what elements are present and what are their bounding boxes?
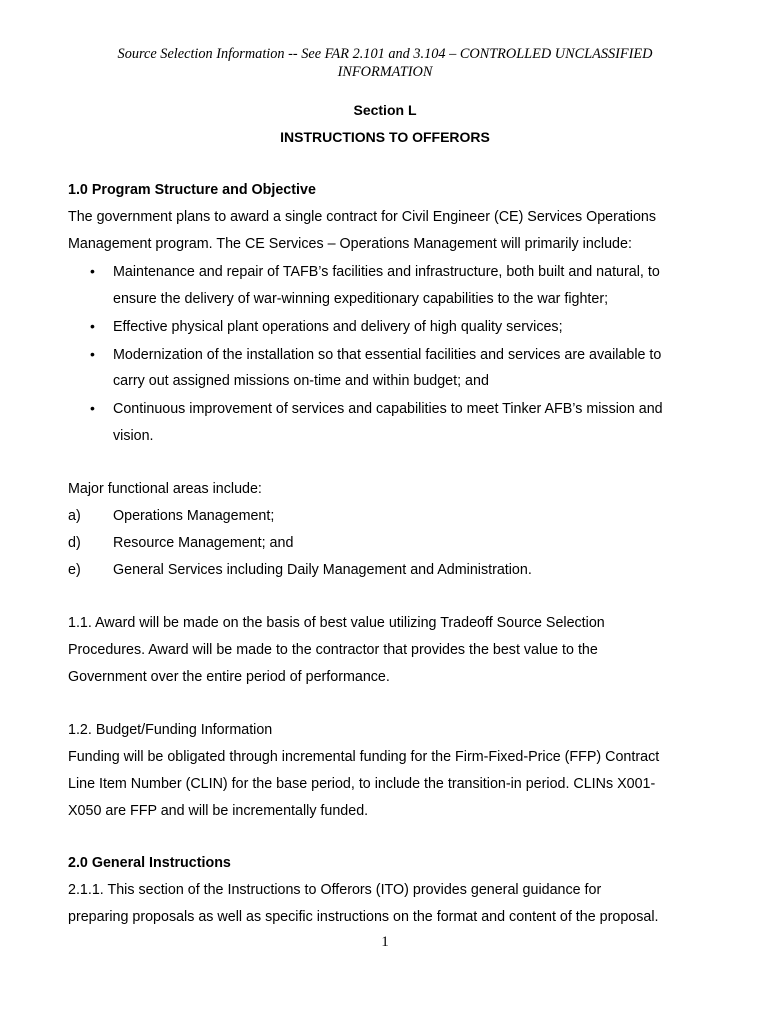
bullet-text: Effective physical plant operations and delivery of high quality services; — [113, 319, 563, 335]
paragraph-line: The government plans to award a single contract for Civil Engineer (CE) Services Operations — [68, 209, 657, 225]
bullet-text: ensure the delivery of war-winning expeditionary capabilities to the war fighter; — [113, 291, 609, 307]
list-item: General Services including Daily Management and Administration. — [113, 562, 532, 578]
paragraph-line: Procedures. Award will be made to the contractor that provides the best value to the — [68, 642, 598, 658]
header-line-2: INFORMATION — [337, 64, 433, 80]
bullet-icon: • — [90, 318, 95, 334]
bullet-icon: • — [90, 346, 95, 362]
heading-1-0: 1.0 Program Structure and Objective — [68, 182, 316, 198]
header-line-1: Source Selection Information -- See FAR 2.101 and 3.104 – CONTROLLED UNCLASSIFIED — [117, 46, 653, 62]
paragraph-line: Funding will be obligated through incremental funding for the Firm-Fixed-Price (FFP) Contract — [68, 749, 660, 765]
areas-intro: Major functional areas include: — [68, 481, 262, 497]
section-subtitle: INSTRUCTIONS TO OFFERORS — [280, 129, 490, 145]
paragraph-line: 2.1.1. This section of the Instructions to Offerors (ITO) provides general guidance for — [68, 882, 602, 898]
list-item: Operations Management; — [113, 508, 275, 524]
bullet-text: Modernization of the installation so that essential facilities and services are available to — [113, 347, 662, 363]
section-title: Section L — [353, 102, 417, 118]
bullet-text: Continuous improvement of services and capabilities to meet Tinker AFB’s mission and — [113, 401, 663, 417]
heading-2-0: 2.0 General Instructions — [68, 855, 231, 871]
bullet-text: carry out assigned missions on-time and within budget; and — [113, 373, 489, 389]
list-item: Resource Management; and — [113, 535, 294, 551]
paragraph-line: X050 are FFP and will be incrementally funded. — [68, 803, 369, 819]
page-number: 1 — [381, 934, 389, 950]
paragraph-line: Management program. The CE Services – Operations Management will primarily include: — [68, 236, 632, 252]
heading-1-2: 1.2. Budget/Funding Information — [68, 722, 273, 738]
list-marker: a) — [68, 508, 81, 524]
paragraph-line: Government over the entire period of performance. — [68, 669, 390, 685]
paragraph-line: 1.1. Award will be made on the basis of best value utilizing Tradeoff Source Selection — [68, 615, 605, 631]
list-marker: d) — [68, 535, 81, 551]
paragraph-line: Line Item Number (CLIN) for the base period, to include the transition-in period. CLINs X001- — [68, 776, 656, 792]
paragraph-line: preparing proposals as well as specific instructions on the format and content of the proposal. — [68, 909, 659, 925]
bullet-icon: • — [90, 400, 95, 416]
bullet-text: Maintenance and repair of TAFB’s facilities and infrastructure, both built and natural, to — [113, 264, 660, 280]
list-marker: e) — [68, 562, 81, 578]
classification-header — [60, 45, 710, 81]
bullet-icon: • — [90, 263, 95, 279]
bullet-text: vision. — [113, 428, 154, 444]
